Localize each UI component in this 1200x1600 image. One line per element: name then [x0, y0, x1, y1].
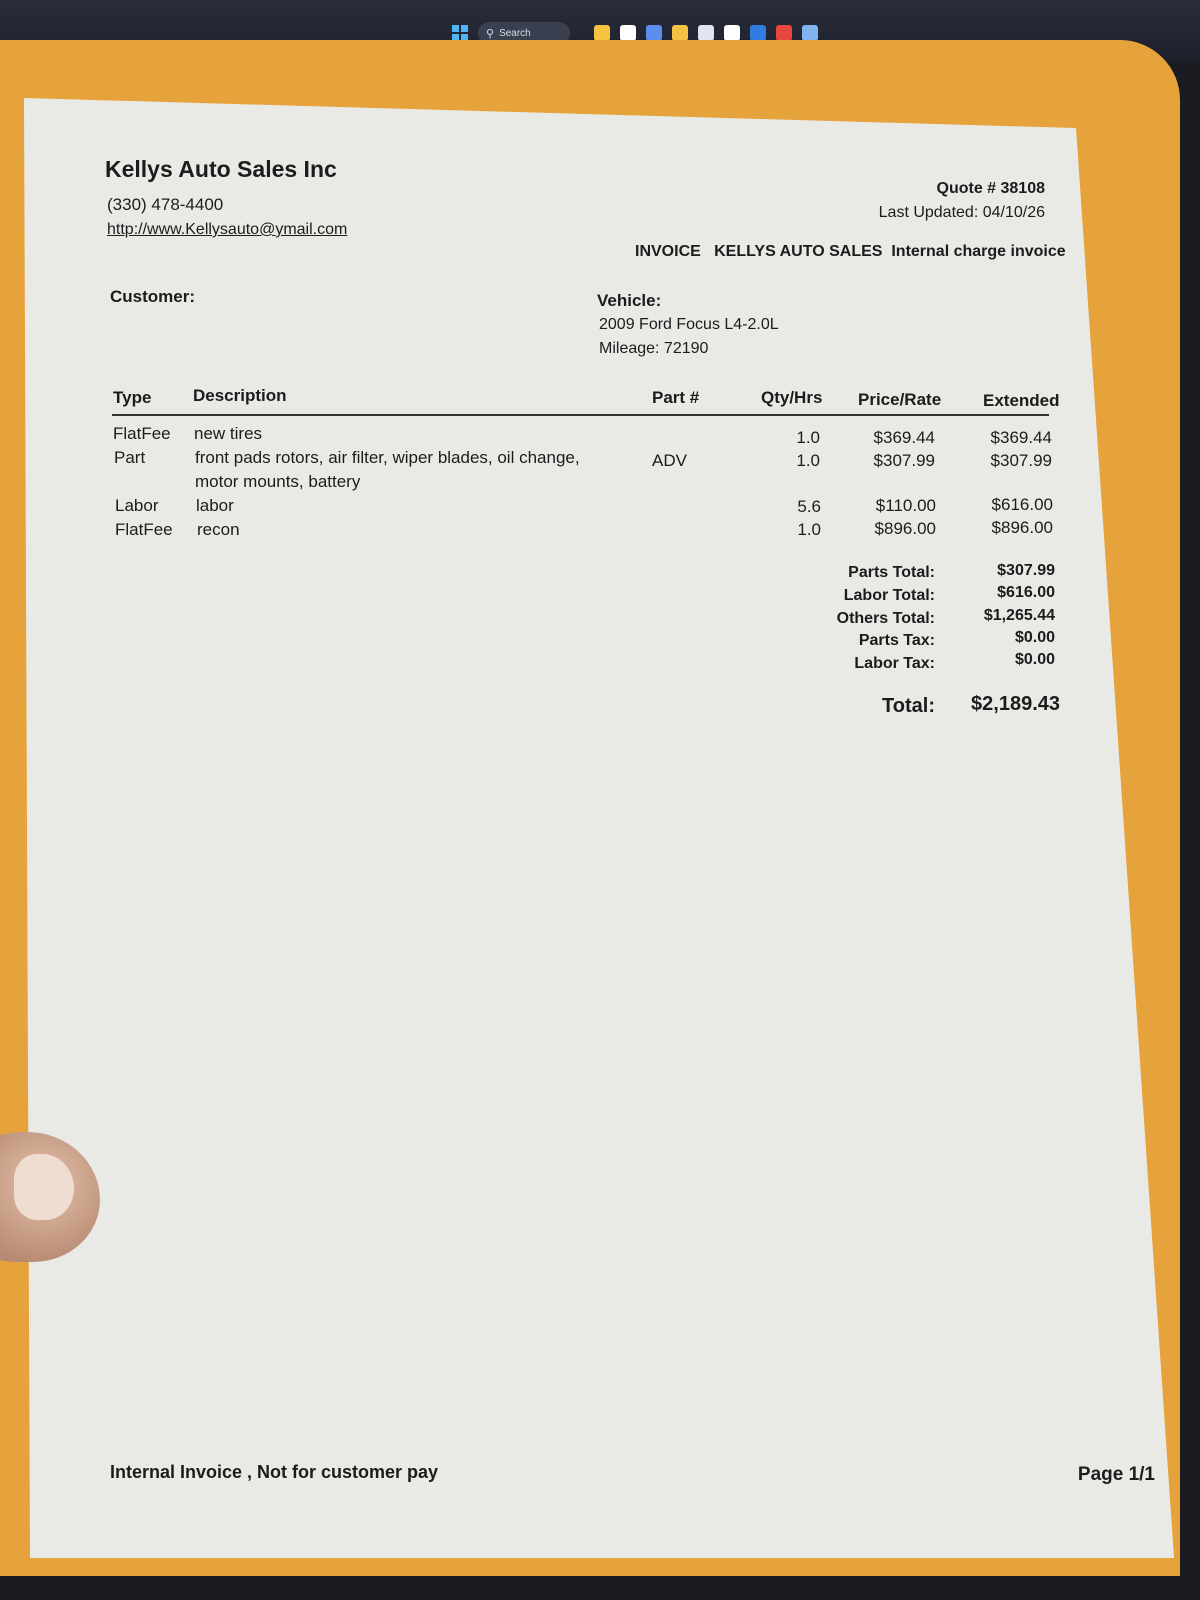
row-type: Part [114, 448, 146, 467]
company-name: Kellys Auto Sales Inc [105, 156, 337, 182]
file-explorer-icon[interactable] [620, 25, 636, 41]
column-header-part: Part # [652, 388, 700, 407]
folder-icon[interactable] [672, 25, 688, 41]
copilot-icon[interactable] [646, 25, 662, 41]
column-header-extended: Extended [983, 391, 1060, 410]
labor-tax-label: Labor Tax: [854, 655, 935, 672]
row-type: FlatFee [113, 424, 171, 443]
labor-total-label: Labor Total: [843, 587, 935, 604]
taskbar-search-label: Search [499, 27, 531, 39]
row-description-continued: motor mounts, battery [195, 472, 361, 491]
parts-tax-value: $0.00 [1014, 629, 1055, 646]
row-description: recon [197, 520, 240, 539]
last-updated: Last Updated: 04/10/26 [878, 204, 1045, 221]
row-extended: $369.44 [990, 428, 1052, 447]
row-type: Labor [115, 496, 159, 515]
row-price: $896.00 [874, 519, 936, 538]
column-header-price: Price/Rate [858, 390, 942, 409]
company-website-link[interactable]: http://www.Kellysauto@ymail.com [107, 221, 348, 238]
parts-tax-label: Parts Tax: [858, 632, 935, 649]
customer-label: Customer: [110, 287, 196, 306]
row-type: FlatFee [115, 520, 173, 539]
thumbnail-nail [14, 1154, 74, 1220]
row-qty: 1.0 [797, 520, 821, 539]
row-description: front pads rotors, air filter, wiper blades, oil change, [195, 448, 580, 467]
row-description: labor [196, 496, 234, 515]
row-extended: $307.99 [990, 451, 1052, 470]
vehicle-mileage: Mileage: 72190 [599, 340, 709, 357]
labor-tax-value: $0.00 [1014, 651, 1055, 668]
row-price: $307.99 [873, 451, 935, 470]
footer-note: Internal Invoice , Not for customer pay [110, 1462, 439, 1482]
start-icon[interactable] [452, 25, 468, 41]
company-phone: (330) 478-4400 [107, 195, 224, 214]
docs-icon[interactable] [802, 25, 818, 41]
column-header-description: Description [193, 386, 287, 405]
widgets-icon[interactable] [594, 25, 610, 41]
vehicle-description: 2009 Ford Focus L4-2.0L [599, 316, 779, 333]
calculator-icon[interactable] [698, 25, 714, 41]
parts-total-label: Parts Total: [848, 564, 935, 581]
row-price: $369.44 [873, 428, 935, 447]
others-total-label: Others Total: [836, 610, 935, 627]
grand-total-label: Total: [882, 695, 935, 717]
row-price: $110.00 [875, 496, 936, 515]
table-header-rule [112, 414, 1049, 416]
row-description: new tires [194, 424, 263, 443]
grand-total-value: $2,189.43 [971, 693, 1060, 715]
invoice-title: INVOICE KELLYS AUTO SALES Internal charge invoice [635, 243, 1066, 260]
row-qty: 1.0 [796, 428, 820, 447]
column-header-qty: Qty/Hrs [761, 388, 823, 407]
edge-icon[interactable] [750, 25, 766, 41]
row-qty: 1.0 [796, 451, 820, 470]
page-number: Page 1/1 [1077, 1464, 1155, 1485]
row-extended: $896.00 [991, 518, 1053, 537]
column-header-type: Type [113, 388, 152, 407]
vehicle-label: Vehicle: [597, 291, 662, 310]
taskbar-apps [594, 25, 818, 41]
row-extended: $616.00 [991, 495, 1053, 514]
row-part-number: ADV [652, 451, 687, 470]
search-icon: ⚲ [486, 27, 495, 40]
chrome-icon[interactable] [776, 25, 792, 41]
notepad-icon[interactable] [724, 25, 740, 41]
labor-total-value: $616.00 [997, 584, 1055, 601]
parts-total-value: $307.99 [997, 562, 1055, 579]
quote-number: Quote # 38108 [936, 180, 1045, 197]
others-total-value: $1,265.44 [983, 607, 1055, 624]
row-qty: 5.6 [797, 497, 821, 516]
